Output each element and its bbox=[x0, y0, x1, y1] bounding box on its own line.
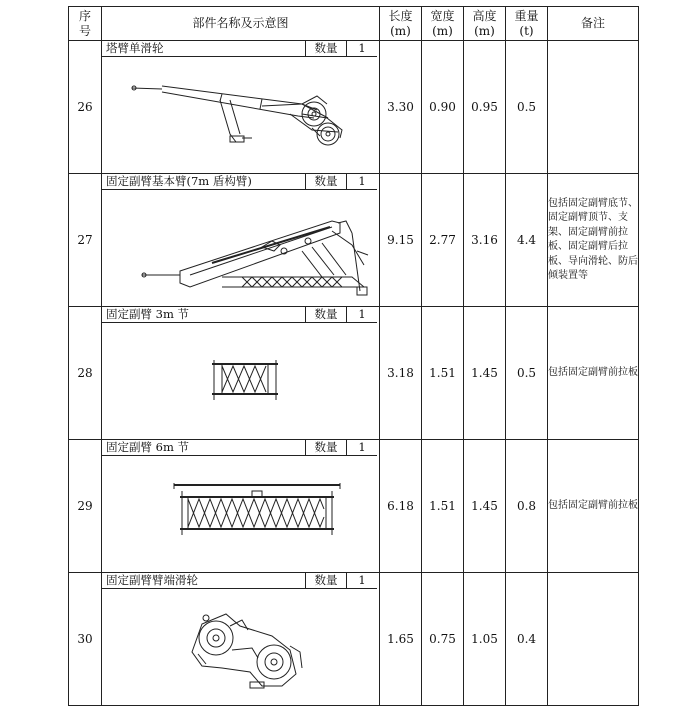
qty-label: 数量 bbox=[305, 573, 346, 589]
header-height: 高度(m) bbox=[464, 7, 506, 41]
qty-value: 1 bbox=[346, 307, 377, 323]
table-row bbox=[69, 41, 639, 174]
cell-remark: 包括固定副臂前拉板 bbox=[548, 307, 639, 440]
header-width: 宽度(m) bbox=[422, 7, 464, 41]
cell-length: 3.18 bbox=[380, 307, 422, 440]
cell-height: 0.95 bbox=[464, 41, 506, 174]
cell-seq: 28 bbox=[69, 307, 102, 440]
fixed-jib-tip-pulley-drawing bbox=[102, 590, 378, 702]
fixed-jib-3m-section-drawing bbox=[102, 324, 378, 436]
table-row bbox=[69, 174, 639, 307]
cell-weight: 0.8 bbox=[506, 440, 548, 573]
part-name: 塔臂单滑轮 bbox=[106, 41, 164, 55]
fixed-jib-6m-section-drawing bbox=[102, 457, 378, 569]
cell-remark: 包括固定副臂前拉板 bbox=[548, 440, 639, 573]
cell-remark bbox=[548, 41, 639, 174]
qty-label: 数量 bbox=[305, 174, 346, 190]
cell-length: 9.15 bbox=[380, 174, 422, 307]
cell-weight: 4.4 bbox=[506, 174, 548, 307]
qty-value: 1 bbox=[346, 174, 377, 190]
header-remark: 备注 bbox=[548, 7, 639, 41]
cell-part bbox=[102, 41, 380, 174]
header-part: 部件名称及示意图 bbox=[102, 7, 380, 41]
qty-label: 数量 bbox=[305, 41, 346, 57]
qty-value: 1 bbox=[346, 573, 377, 589]
header-length: 长度(m) bbox=[380, 7, 422, 41]
qty-label: 数量 bbox=[305, 307, 346, 323]
fixed-jib-base-arm-drawing bbox=[102, 191, 378, 303]
cell-remark: 包括固定副臂底节、固定副臂顶节、支架、固定副臂前拉板、固定副臂后拉板、导向滑轮、防后倾装置等 bbox=[548, 174, 639, 307]
cell-weight: 0.5 bbox=[506, 307, 548, 440]
cell-part bbox=[102, 440, 380, 573]
cell-remark bbox=[548, 573, 639, 706]
header-weight: 重量(t) bbox=[506, 7, 548, 41]
cell-height: 1.05 bbox=[464, 573, 506, 706]
cell-length: 6.18 bbox=[380, 440, 422, 573]
cell-weight: 0.5 bbox=[506, 41, 548, 174]
cell-width: 2.77 bbox=[422, 174, 464, 307]
header-seq: 序号 bbox=[69, 7, 102, 41]
cell-length: 3.30 bbox=[380, 41, 422, 174]
table-row bbox=[69, 573, 639, 706]
qty-label: 数量 bbox=[305, 440, 346, 456]
cell-seq: 30 bbox=[69, 573, 102, 706]
qty-value: 1 bbox=[346, 440, 377, 456]
tower-arm-single-pulley-drawing bbox=[102, 58, 378, 170]
cell-width: 1.51 bbox=[422, 440, 464, 573]
cell-height: 1.45 bbox=[464, 307, 506, 440]
component-table bbox=[68, 6, 639, 706]
header-row bbox=[69, 7, 639, 41]
table-row bbox=[69, 440, 639, 573]
qty-value: 1 bbox=[346, 41, 377, 57]
cell-length: 1.65 bbox=[380, 573, 422, 706]
cell-height: 3.16 bbox=[464, 174, 506, 307]
cell-seq: 29 bbox=[69, 440, 102, 573]
part-name: 固定副臂基本臂(7m 盾构臂) bbox=[106, 174, 252, 188]
cell-seq: 27 bbox=[69, 174, 102, 307]
cell-width: 0.90 bbox=[422, 41, 464, 174]
cell-part bbox=[102, 174, 380, 307]
cell-seq: 26 bbox=[69, 41, 102, 174]
cell-height: 1.45 bbox=[464, 440, 506, 573]
cell-weight: 0.4 bbox=[506, 573, 548, 706]
table-row bbox=[69, 307, 639, 440]
cell-width: 1.51 bbox=[422, 307, 464, 440]
part-name: 固定副臂 6m 节 bbox=[106, 440, 190, 454]
cell-part bbox=[102, 573, 380, 706]
part-name: 固定副臂臂端滑轮 bbox=[106, 573, 198, 587]
cell-width: 0.75 bbox=[422, 573, 464, 706]
part-name: 固定副臂 3m 节 bbox=[106, 307, 190, 321]
cell-part bbox=[102, 307, 380, 440]
